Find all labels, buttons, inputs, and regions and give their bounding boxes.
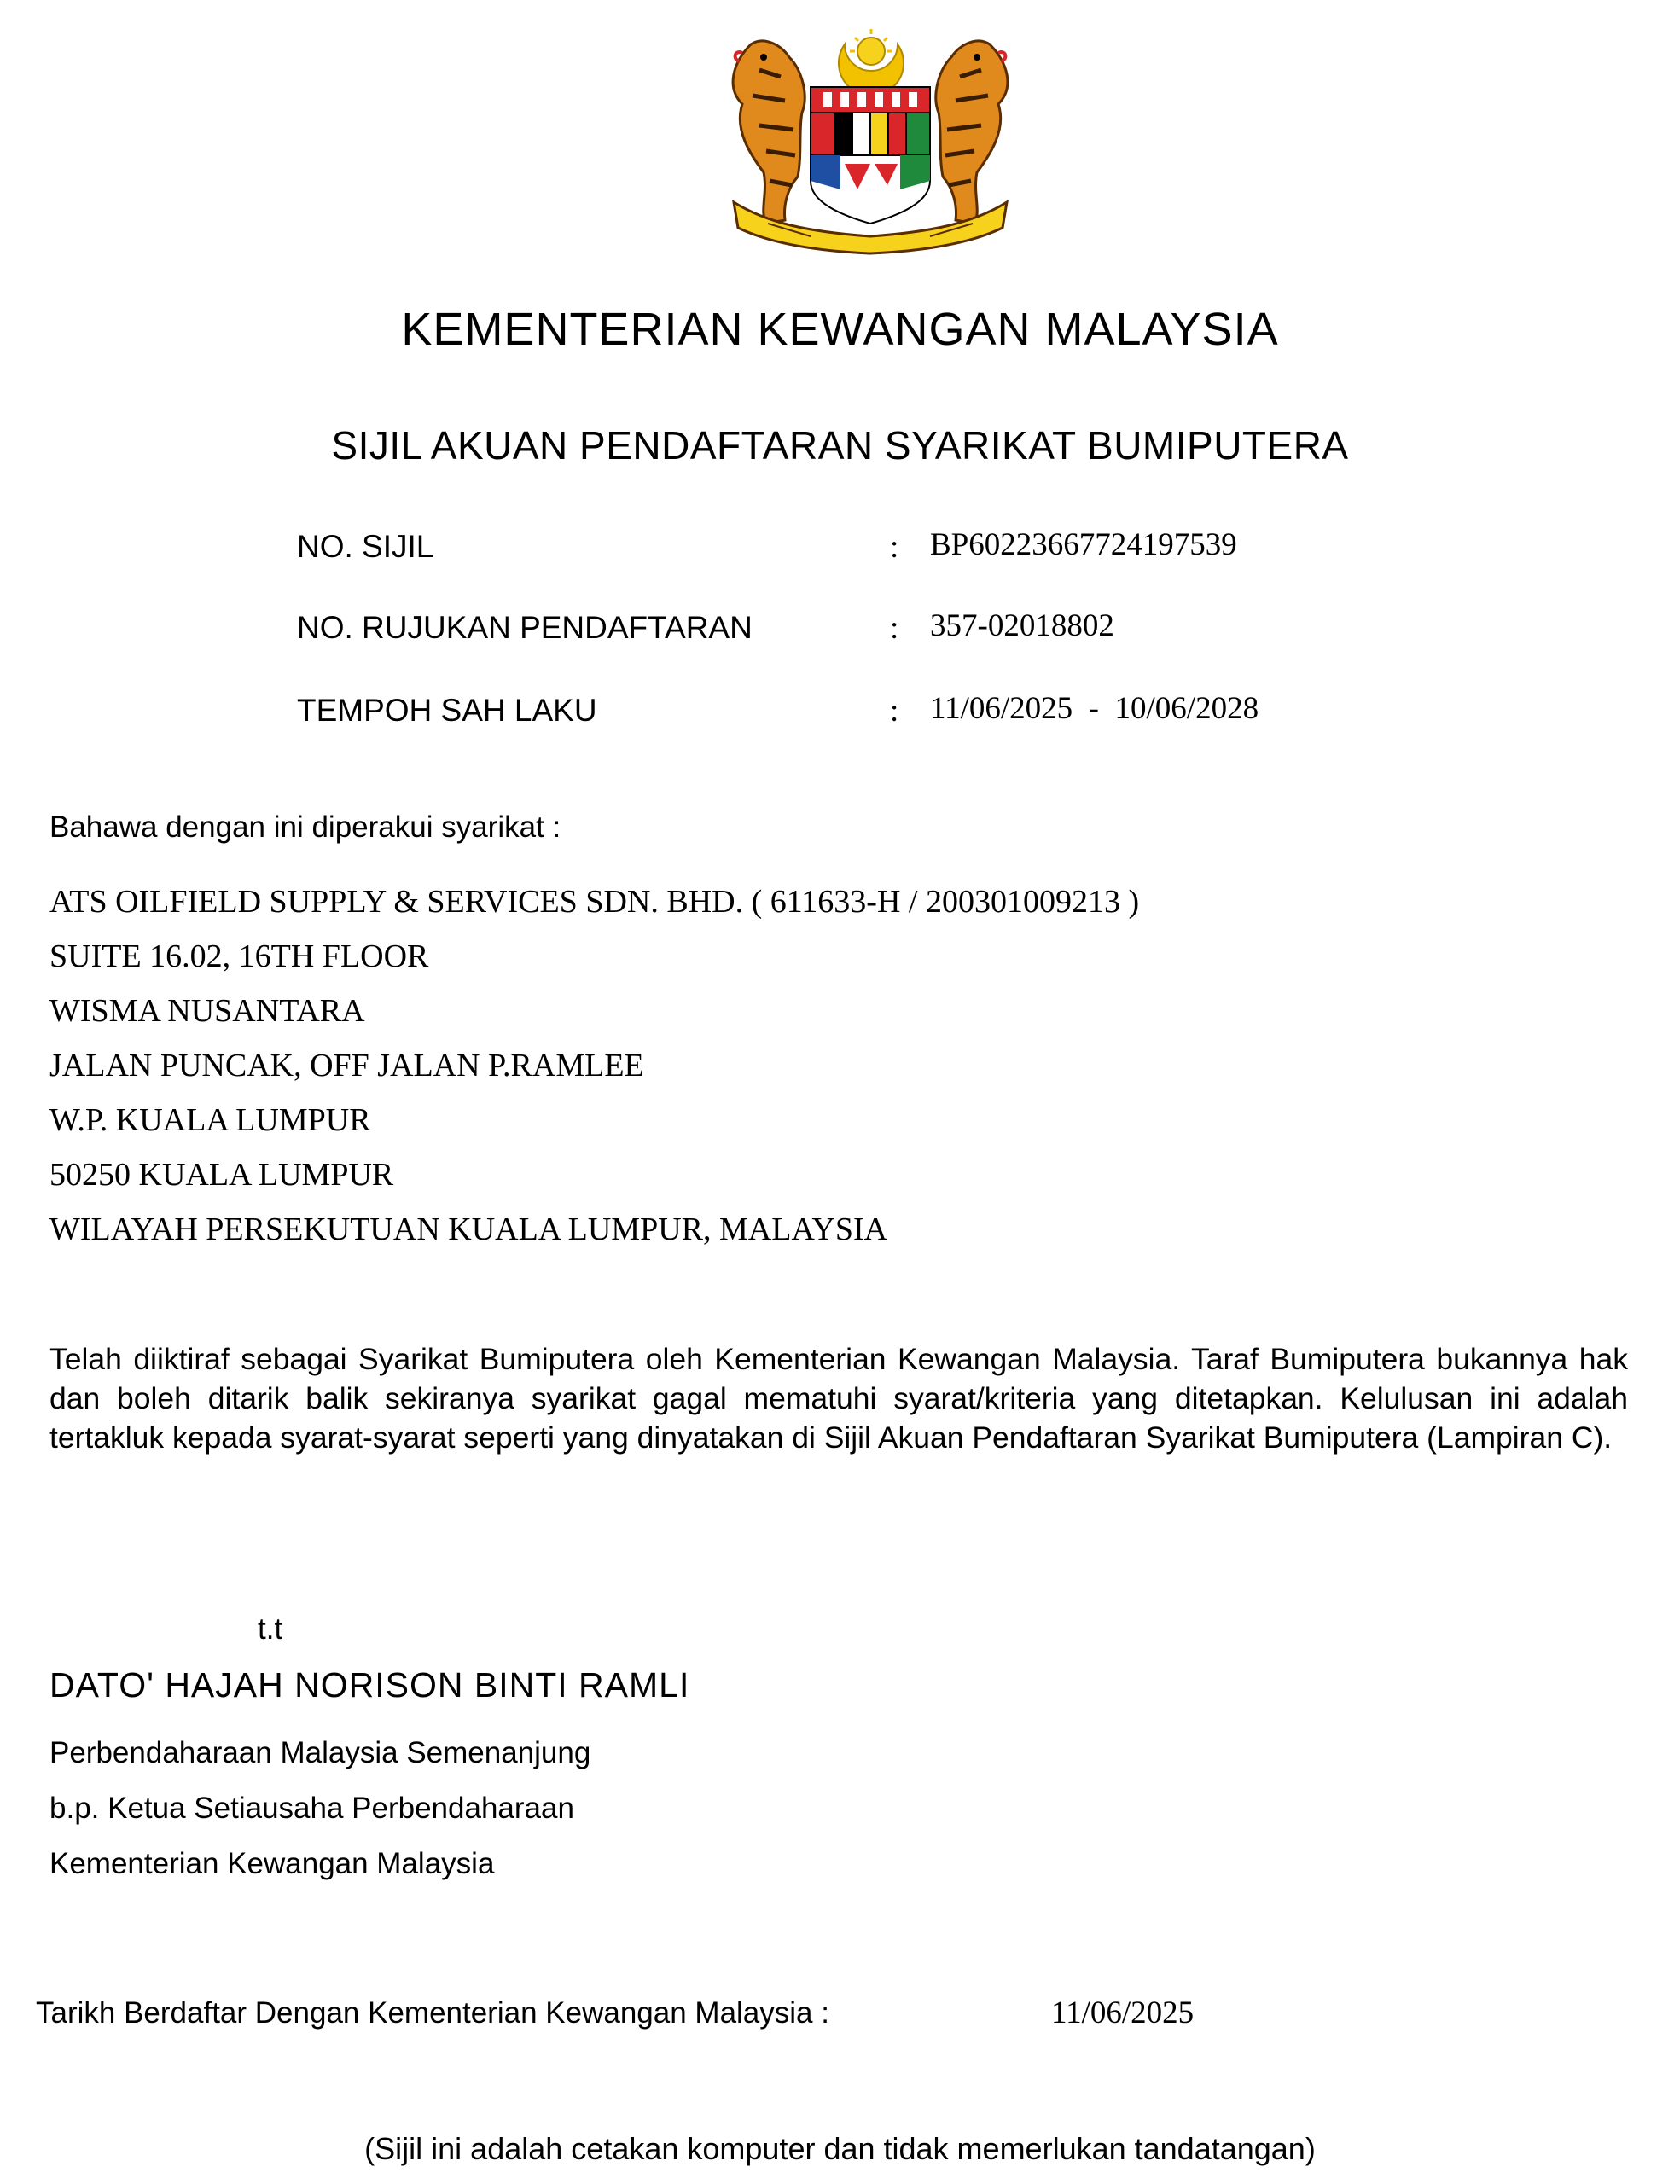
address-line: WISMA NUSANTARA <box>49 993 365 1029</box>
address-line: WILAYAH PERSEKUTUAN KUALA LUMPUR, MALAYSIA <box>49 1211 888 1247</box>
registration-date-label: Tarikh Berdaftar Dengan Kementerian Kewangan Malaysia : <box>36 1996 829 2030</box>
field-value-tempoh: 11/06/2025 - 10/06/2028 <box>930 691 1259 726</box>
field-value-no-sijil: BP60223667724197539 <box>930 527 1237 562</box>
field-label-no-rujukan: NO. RUJUKAN PENDAFTARAN <box>297 610 753 645</box>
address-line: 50250 KUALA LUMPUR <box>49 1157 394 1193</box>
address-line: W.P. KUALA LUMPUR <box>49 1102 371 1138</box>
registration-date-value: 11/06/2025 <box>1051 1995 1195 2030</box>
crescent-star-icon <box>839 29 904 96</box>
signatory-department: Perbendaharaan Malaysia Semenanjung <box>49 1736 591 1769</box>
tt-mark: t.t <box>258 1612 283 1646</box>
address-line: SUITE 16.02, 16TH FLOOR <box>49 938 429 974</box>
field-label-tempoh: TEMPOH SAH LAKU <box>297 693 597 728</box>
address-line: JALAN PUNCAK, OFF JALAN P.RAMLEE <box>49 1048 644 1083</box>
company-name: ATS OILFIELD SUPPLY & SERVICES SDN. BHD. ( 611633-H / 200301009213 ) <box>49 884 1140 920</box>
recognition-paragraph: Telah diiktiraf sebagai Syarikat Bumiputera oleh Kementerian Kewangan Malaysia. Taraf Bumiputera bukannya hak dan boleh ditarik balik sekiranya syarikat gagal mematuhi syarat/kriteria yang ditetapkan. Kelulusan ini adalah tertakluk kepada syarat-syarat seperti yang dinyatakan di Sijil Akuan Pendaftaran Syarikat Bumiputera (Lampiran C). <box>49 1342 1628 1455</box>
coat-of-arms-icon <box>717 19 1024 266</box>
field-label-no-sijil: NO. SIJIL <box>297 529 434 564</box>
certificate-title: SIJIL AKUAN PENDAFTARAN SYARIKAT BUMIPUTERA <box>331 423 1349 468</box>
footer-note: (Sijil ini adalah cetakan komputer dan tidak memerlukan tandatangan) <box>364 2131 1316 2166</box>
intro-text: Bahawa dengan ini diperakui syarikat : <box>49 810 561 844</box>
field-colon: : <box>890 694 899 729</box>
ministry-title: KEMENTERIAN KEWANGAN MALAYSIA <box>401 304 1279 355</box>
field-colon: : <box>890 611 899 646</box>
left-tiger-icon <box>733 41 805 224</box>
field-colon: : <box>890 530 899 565</box>
signatory-ministry: Kementerian Kewangan Malaysia <box>49 1847 495 1880</box>
right-tiger-icon <box>936 41 1008 224</box>
signatory-name: DATO' HAJAH NORISON BINTI RAMLI <box>49 1665 690 1705</box>
signatory-on-behalf: b.p. Ketua Setiausaha Perbendaharaan <box>49 1792 574 1825</box>
field-value-no-rujukan: 357-02018802 <box>930 608 1114 643</box>
shield-icon <box>811 87 930 224</box>
